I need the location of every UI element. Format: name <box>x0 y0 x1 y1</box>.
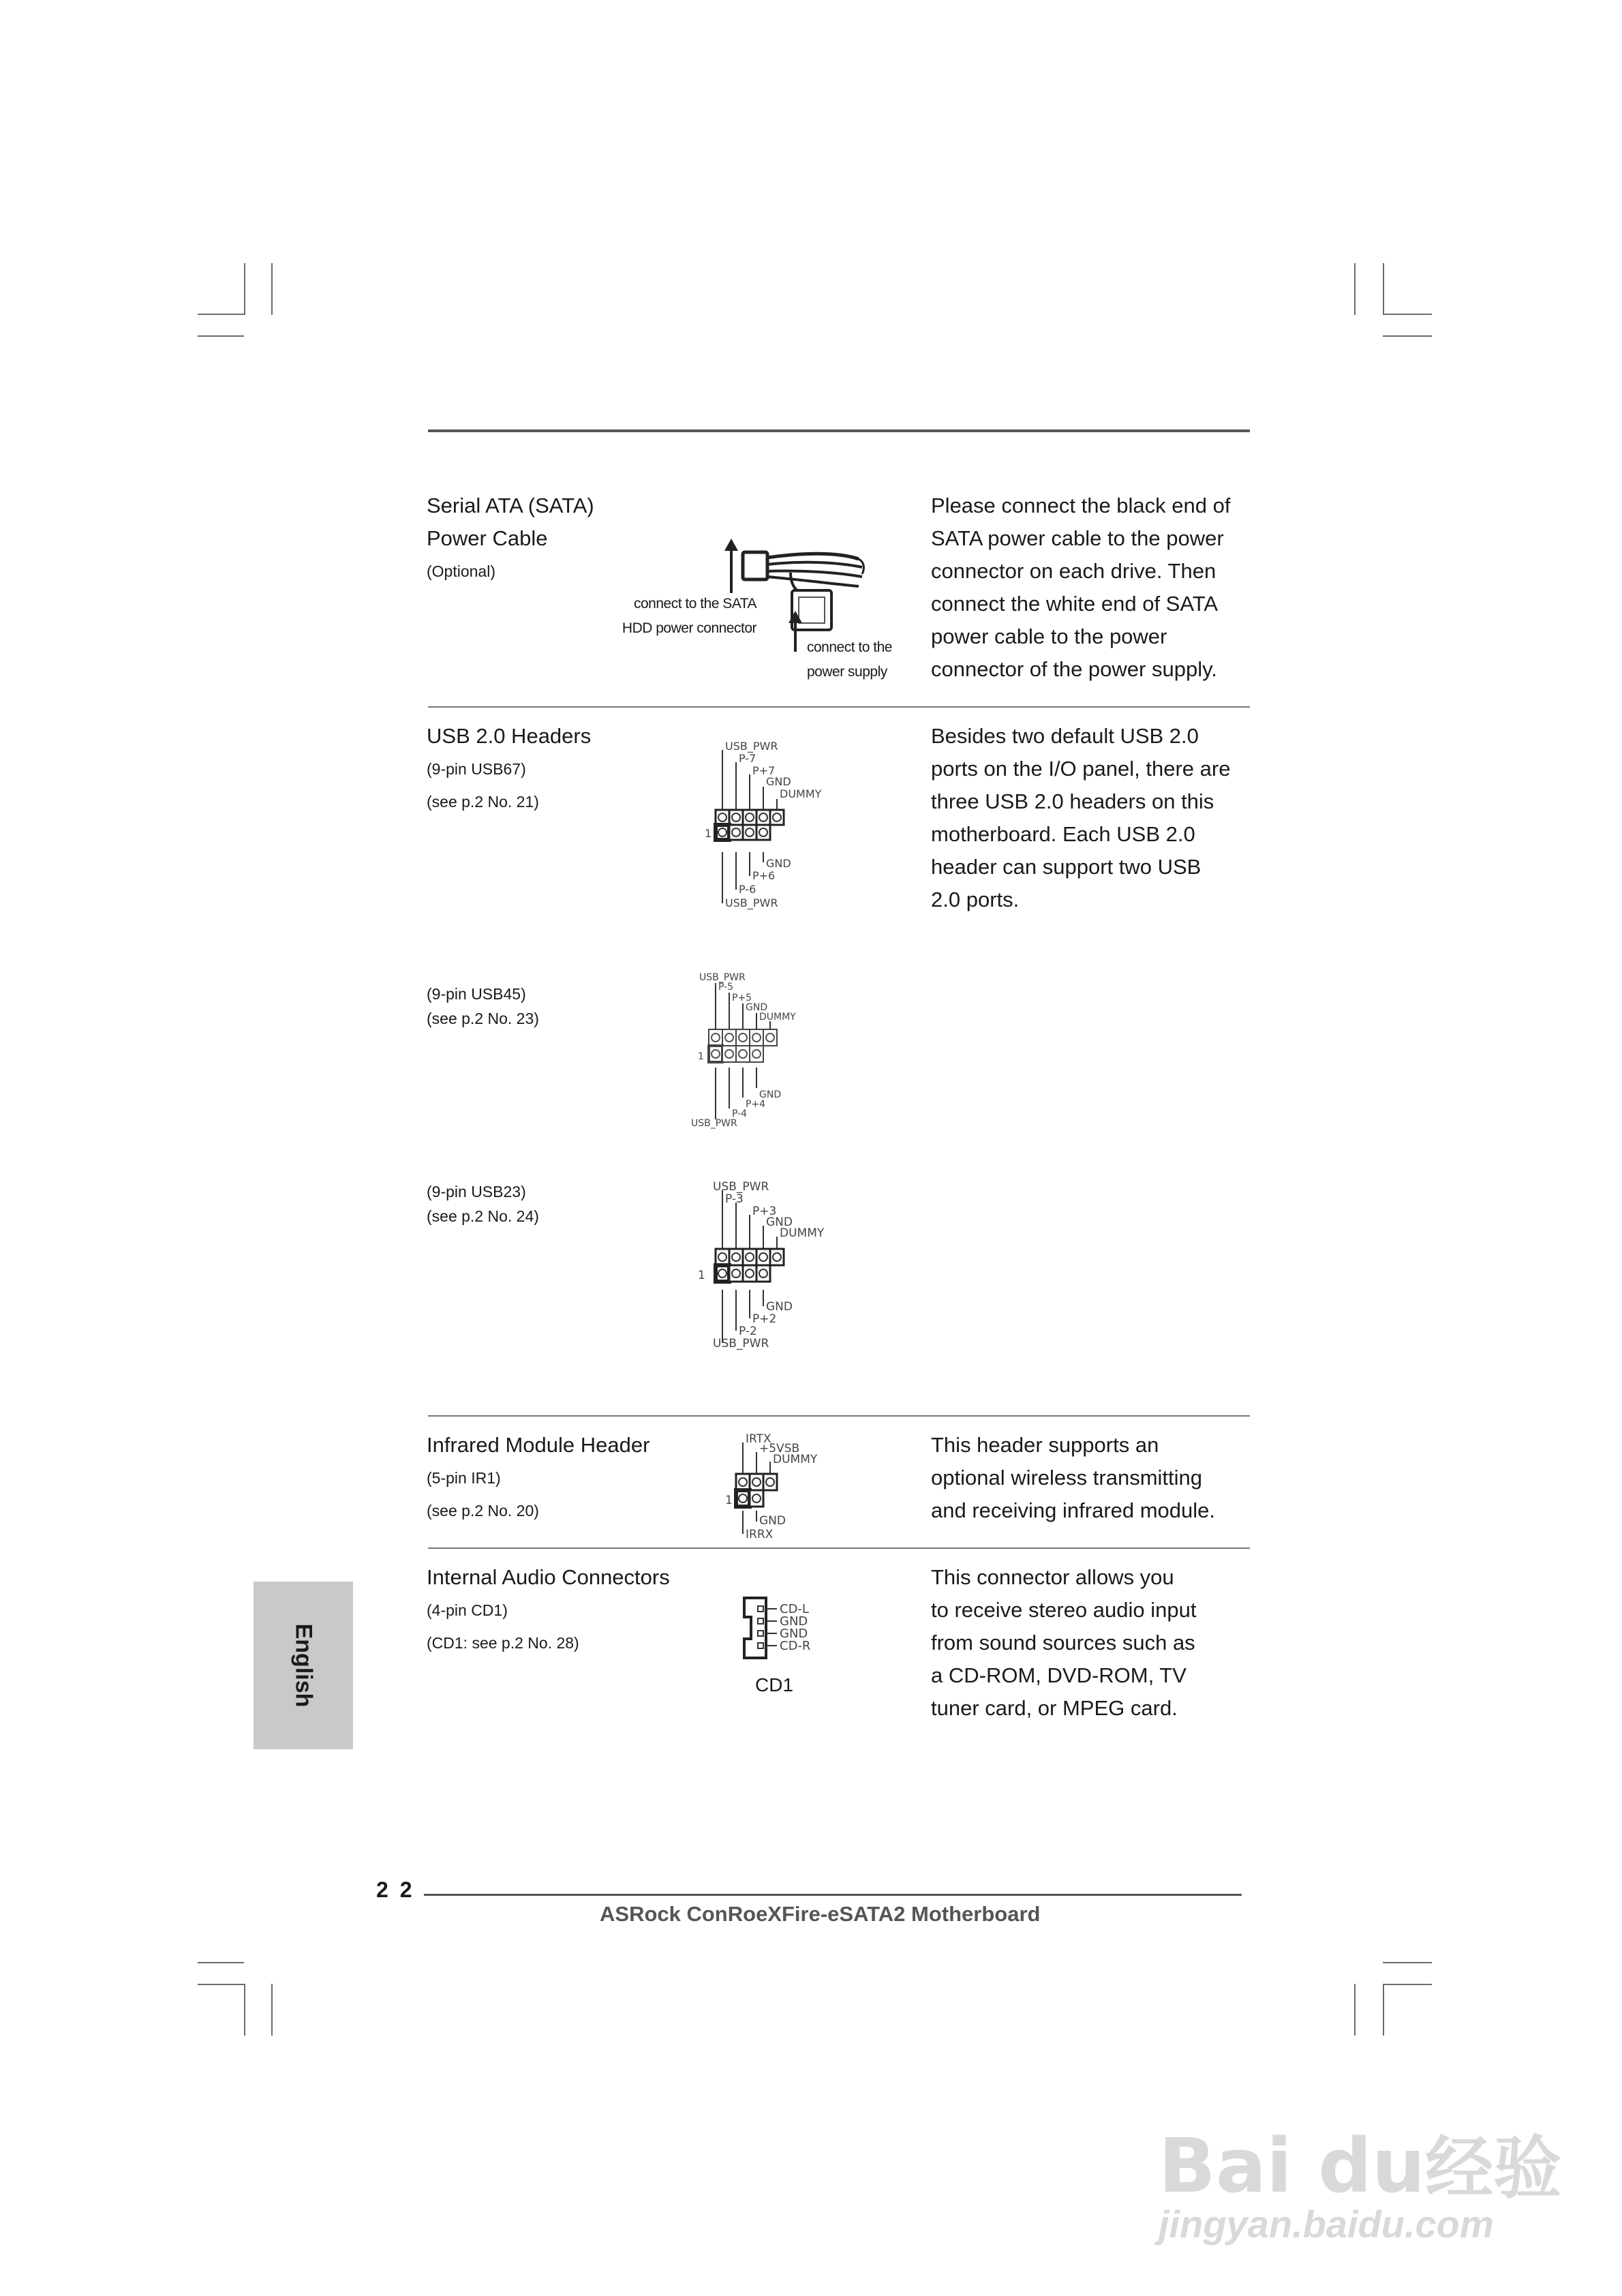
usb45-label-gnd-bottom: GND <box>759 1089 782 1100</box>
usb23-see: (see p.2 No. 24) <box>427 1207 539 1225</box>
usb45-label-p+: P+5 <box>732 993 752 1003</box>
audio-desc-line: tuner card, or MPEG card. <box>931 1696 1178 1720</box>
usb45-pins: (9-pin USB45) <box>427 985 526 1003</box>
audio-desc-line: to receive stereo audio input <box>931 1598 1197 1622</box>
usb67-label-p-: P-7 <box>739 752 756 765</box>
usb23-label-p+-bottom: P+2 <box>752 1312 777 1326</box>
usb45-pin1: 1 <box>698 1051 704 1062</box>
crop-mark <box>1383 263 1384 315</box>
section-divider <box>428 1415 1250 1417</box>
audio-desc-line: This connector allows you <box>931 1565 1174 1589</box>
audio-description <box>931 1561 1251 1725</box>
usb45-info <box>427 982 539 1031</box>
ir-label-irrx: IRRX <box>746 1528 774 1541</box>
cd1-label-cdr: CD-R <box>780 1639 811 1653</box>
sata-psu-caption-line: power supply <box>807 664 887 680</box>
ir-desc-line: This header supports an <box>931 1433 1159 1457</box>
usb-section <box>427 720 591 818</box>
usb23-header-diagram <box>695 1179 859 1357</box>
watermark-brand: Bai du <box>1159 2122 1426 2209</box>
crop-mark <box>198 314 244 315</box>
usb23-pins: (9-pin USB23) <box>427 1183 526 1200</box>
usb23-info <box>427 1179 539 1228</box>
sata-hdd-caption-line: HDD power connector <box>622 620 756 636</box>
ir-title: Infrared Module Header <box>427 1433 650 1457</box>
sata-title-line2: Power Cable <box>427 526 548 550</box>
usb-description <box>931 720 1251 916</box>
ir-pins: (5-pin IR1) <box>427 1469 501 1487</box>
usb67-label-gnd: GND <box>766 775 791 788</box>
ir-description <box>931 1429 1251 1527</box>
crop-mark <box>271 1984 273 2036</box>
usb23-label-pwr: USB_PWR <box>713 1180 769 1194</box>
ir-pin1: 1 <box>725 1494 733 1507</box>
audio-see: (CD1: see p.2 No. 28) <box>427 1634 579 1652</box>
sata-psu-caption-line: connect to the <box>807 639 892 655</box>
crop-mark <box>1383 335 1432 337</box>
usb-desc-line: 2.0 ports. <box>931 888 1020 911</box>
crop-mark <box>244 263 245 315</box>
crop-mark <box>1354 263 1356 315</box>
usb-title: USB 2.0 Headers <box>427 724 592 748</box>
sata-psu-caption <box>807 635 892 684</box>
usb67-label-p+: P+7 <box>752 764 776 777</box>
sata-psu-arrow <box>786 611 804 652</box>
usb45-label-p+-bottom: P+4 <box>746 1099 766 1110</box>
usb23-label-p-: P-3 <box>725 1192 744 1206</box>
page-number: 2 2 <box>376 1877 415 1902</box>
language-tab-label: English <box>290 1623 317 1708</box>
usb67-pins: (9-pin USB67) <box>427 760 526 778</box>
crop-mark <box>1383 1962 1432 1963</box>
section-divider <box>428 1547 1250 1549</box>
usb67-pin1: 1 <box>705 827 712 840</box>
audio-title: Internal Audio Connectors <box>427 1565 670 1589</box>
usb45-header-diagram <box>682 968 845 1132</box>
sata-hdd-caption-line: connect to the SATA <box>634 596 756 611</box>
audio-desc-line: a CD-ROM, DVD-ROM, TV <box>931 1663 1187 1687</box>
section-divider <box>428 706 1250 708</box>
ir-see: (see p.2 No. 20) <box>427 1502 539 1520</box>
footer-product: ASRock ConRoeXFire-eSATA2 Motherboard <box>600 1902 1041 1926</box>
usb23-pin1: 1 <box>698 1269 705 1282</box>
cd1-label-gnd: GND <box>780 1627 808 1641</box>
usb45-label-pwr-bottom: USB_PWR <box>691 1118 737 1129</box>
crop-mark <box>1383 1984 1384 2036</box>
ir-label-dummy: DUMMY <box>773 1453 818 1466</box>
usb67-label-p--bottom: P-6 <box>739 883 756 896</box>
cd1-label: CD1 <box>755 1674 794 1695</box>
crop-mark <box>198 1962 244 1963</box>
audio-desc-line: from sound sources such as <box>931 1631 1195 1655</box>
usb67-label-p+-bottom: P+6 <box>752 869 776 882</box>
usb67-see: (see p.2 No. 21) <box>427 793 539 811</box>
usb67-label-dummy: DUMMY <box>780 787 822 800</box>
cd1-label-gnd: GND <box>780 1614 808 1629</box>
usb67-label-gnd-bottom: GND <box>766 857 791 870</box>
usb67-header-diagram <box>695 736 859 913</box>
crop-mark <box>198 1984 244 1985</box>
watermark-logo <box>1159 2113 1561 2211</box>
footer-rule <box>424 1894 1242 1896</box>
sata-optional: (Optional) <box>427 562 495 580</box>
usb45-label-p--bottom: P-4 <box>732 1108 748 1119</box>
usb45-see: (see p.2 No. 23) <box>427 1010 539 1027</box>
usb23-label-dummy: DUMMY <box>780 1226 825 1240</box>
cd1-connector-diagram <box>736 1592 845 1674</box>
crop-mark <box>1383 1984 1432 1985</box>
usb23-label-pwr-bottom: USB_PWR <box>713 1337 769 1350</box>
usb23-label-p--bottom: P-2 <box>739 1325 757 1338</box>
sata-desc-line: Please connect the black end of <box>931 494 1231 517</box>
crop-mark <box>198 335 244 337</box>
ir-desc-line: optional wireless transmitting <box>931 1466 1203 1490</box>
audio-section <box>427 1561 670 1659</box>
usb23-label-gnd: GND <box>766 1215 793 1229</box>
sata-description <box>931 489 1251 686</box>
usb45-label-p-: P-5 <box>718 982 734 993</box>
usb45-label-pwr: USB_PWR <box>699 972 746 983</box>
sata-desc-line: connector of the power supply. <box>931 657 1217 681</box>
usb-desc-line: ports on the I/O panel, there are <box>931 757 1231 781</box>
crop-mark <box>271 263 273 315</box>
watermark-url: jingyan.baidu.com <box>1159 2203 1494 2246</box>
crop-mark <box>1383 314 1432 315</box>
sata-desc-line: SATA power cable to the power <box>931 526 1224 550</box>
ir-desc-line: and receiving infrared module. <box>931 1498 1216 1522</box>
usb23-label-p+: P+3 <box>752 1205 777 1218</box>
sata-desc-line: connector on each drive. Then <box>931 559 1216 583</box>
usb-desc-line: three USB 2.0 headers on this <box>931 789 1214 813</box>
sata-title: Serial ATA (SATA) <box>427 494 594 517</box>
ir-label-5vsb: +5VSB <box>759 1442 800 1455</box>
usb-desc-line: Besides two default USB 2.0 <box>931 724 1199 748</box>
ir-label-irtx: IRTX <box>746 1432 771 1446</box>
audio-pins: (4-pin CD1) <box>427 1601 508 1619</box>
sata-hdd-arrow <box>722 539 740 593</box>
usb-desc-line: motherboard. Each USB 2.0 <box>931 822 1195 846</box>
sata-hdd-caption <box>600 592 756 641</box>
usb23-label-gnd-bottom: GND <box>766 1300 793 1314</box>
watermark-brand-cn: 经验 <box>1425 2128 1562 2208</box>
crop-mark <box>244 1984 245 2036</box>
top-rule <box>428 429 1250 432</box>
usb67-label-pwr-bottom: USB_PWR <box>725 896 778 909</box>
sata-desc-line: connect the white end of SATA <box>931 592 1219 616</box>
ir-label-gnd: GND <box>759 1514 786 1528</box>
sata-section <box>427 489 594 588</box>
cd1-label-cdl: CD-L <box>780 1602 809 1616</box>
usb45-label-gnd: GND <box>746 1002 768 1013</box>
ir-header-diagram <box>722 1432 859 1547</box>
usb45-label-dummy: DUMMY <box>759 1012 796 1023</box>
ir-section <box>427 1429 649 1527</box>
sata-desc-line: power cable to the power <box>931 624 1167 648</box>
usb-desc-line: header can support two USB <box>931 855 1202 879</box>
usb67-label-pwr: USB_PWR <box>725 740 778 753</box>
crop-mark <box>1354 1984 1356 2036</box>
